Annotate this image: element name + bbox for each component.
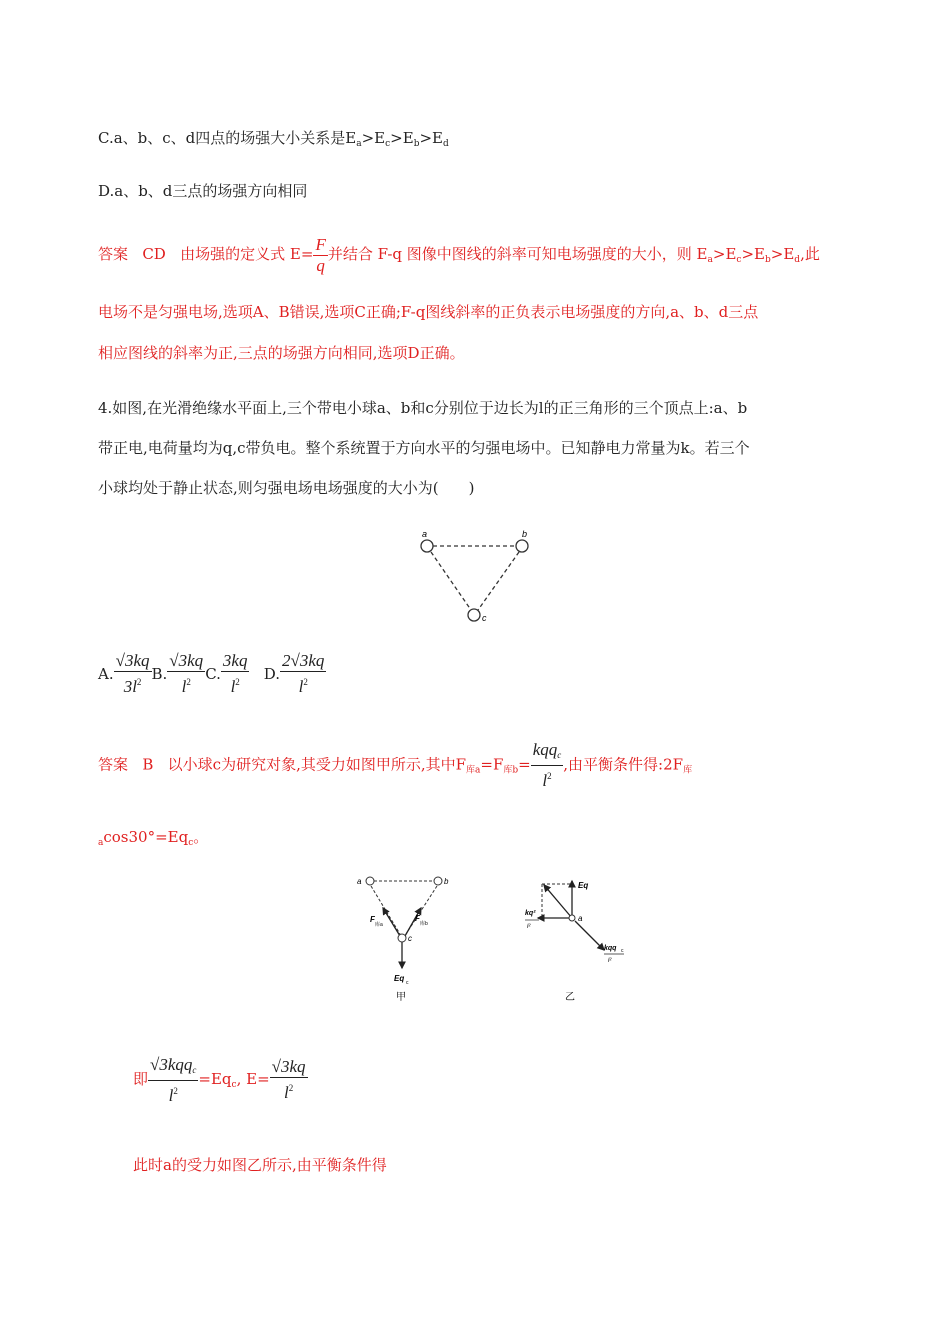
ball-b — [516, 540, 528, 552]
edge-bc — [478, 552, 519, 610]
svg-text:kq²: kq² — [525, 910, 536, 917]
jia-ball-b — [434, 877, 442, 885]
question-4-line-1: 4.如图,在光滑绝缘水平面上,三个带电小球a、b和c分别位于边长为l的正三角形的三个顶点上:a、b — [98, 399, 748, 417]
svg-text:c: c — [406, 980, 409, 986]
fraction-root3-kq: $\frac{√3kq}{l^2}$ — [271, 1057, 306, 1102]
option-d-fraction: $\frac{2√3kq}{l^2}$ — [282, 651, 325, 696]
answer-4-line-1: 答案 B 以小球c为研究对象,其受力如图甲所示,其中$F_{库a}=F_{库b}=$ $\frac{kqq_c}{l^2}$ ,由平衡条件得$:2F_库$ — [98, 740, 693, 790]
fraction-root3-kqqc: $\frac{√3kqq_c}{l^2}$ — [150, 1054, 197, 1105]
svg-text:c: c — [621, 948, 624, 954]
ball-c — [468, 609, 480, 621]
yi-ball-a — [569, 915, 575, 921]
fraction-f-over-q: $\frac{F}{q}$ — [315, 234, 326, 275]
figure-jia — [350, 868, 460, 1008]
svg-text:a: a — [357, 877, 362, 886]
option-d-line: D.a、b、d三点的场强方向相同 — [98, 182, 308, 200]
label-b: b — [522, 529, 528, 539]
fraction-kqqc: $\frac{kqq_c}{l^2}$ — [532, 740, 562, 790]
figure-yi — [520, 868, 630, 1008]
svg-text:a: a — [578, 914, 583, 923]
option-a-fraction: $\frac{√3kq}{3l^2}$ — [115, 651, 150, 696]
answer-3-line-1: 答案 CD 由场强的定义式 E= $\frac{F}{q}$ 并结合 F-q 图像中图线的斜率可知电场强度的大小，则 $E_a>E_c>E_b>E_d$,此 — [98, 234, 820, 275]
svg-text:乙: 乙 — [565, 992, 575, 1003]
svg-text:Eq: Eq — [394, 974, 405, 983]
svg-text:库b: 库b — [420, 921, 428, 927]
svg-text:F: F — [415, 914, 420, 923]
svg-text:l²: l² — [608, 958, 612, 964]
edge-ac — [431, 552, 471, 610]
arrow-f-ku-a — [383, 908, 400, 936]
answer-3-line-3: 相应图线的斜率为正,三点的场强方向相同,选项D正确。 — [98, 344, 465, 362]
label-a: a — [422, 529, 428, 539]
jia-ball-a — [366, 877, 374, 885]
answer-4-line-2: $_a\cos 30^\circ=Eq_c$。 — [98, 828, 209, 848]
svg-text:kqq: kqq — [604, 945, 617, 952]
svg-text:F: F — [370, 915, 375, 924]
answer-3-line-2: 电场不是匀强电场,选项A、B错误,选项C正确;F-q图线斜率的正负表示电场强度的方向,a、b、d三点 — [98, 303, 759, 321]
option-c-fraction: $\frac{3kq}{l^2}$ — [222, 651, 248, 696]
question-4-line-2: 带正电,电荷量均为q,c带负电。整个系统置于方向水平的匀强电场中。已知静电力常量为k。若三个 — [98, 439, 750, 457]
svg-text:c: c — [408, 934, 412, 943]
equation-line: 即 $\frac{√3kqq_c}{l^2}$ $=Eq_c$, E= $\frac{√3kq}{l^2}$ — [133, 1054, 306, 1105]
label-c: c — [482, 613, 487, 623]
svg-text:甲: 甲 — [396, 992, 406, 1003]
svg-text:Eq: Eq — [578, 881, 589, 890]
svg-text:b: b — [444, 877, 449, 886]
jia-ball-c — [398, 934, 406, 942]
question-4-line-3: 小球均处于静止状态,则匀强电场电场强度的大小为( ) — [98, 479, 475, 497]
option-b-fraction: $\frac{√3kq}{l^2}$ — [169, 651, 204, 696]
svg-text:l²: l² — [527, 924, 531, 930]
options-row: A. $\frac{√3kq}{3l^2}$ B. $\frac{√3kq}{l^2}$ C. $\frac{3kq}{l^2}$ D. $\frac{2√3kq}{l^2}$ — [98, 651, 325, 696]
yi-arrow-resultant — [544, 885, 572, 918]
option-c-line: C.a、b、c、d四点的场强大小关系是$E_a>E_c>E_b>E_d$ — [98, 129, 449, 149]
yi-arrow-right — [575, 921, 604, 950]
last-line: 此时a的受力如图乙所示,由平衡条件得 — [133, 1156, 387, 1174]
ball-a — [421, 540, 433, 552]
triangle-figure — [410, 526, 540, 630]
svg-text:库a: 库a — [375, 922, 383, 928]
